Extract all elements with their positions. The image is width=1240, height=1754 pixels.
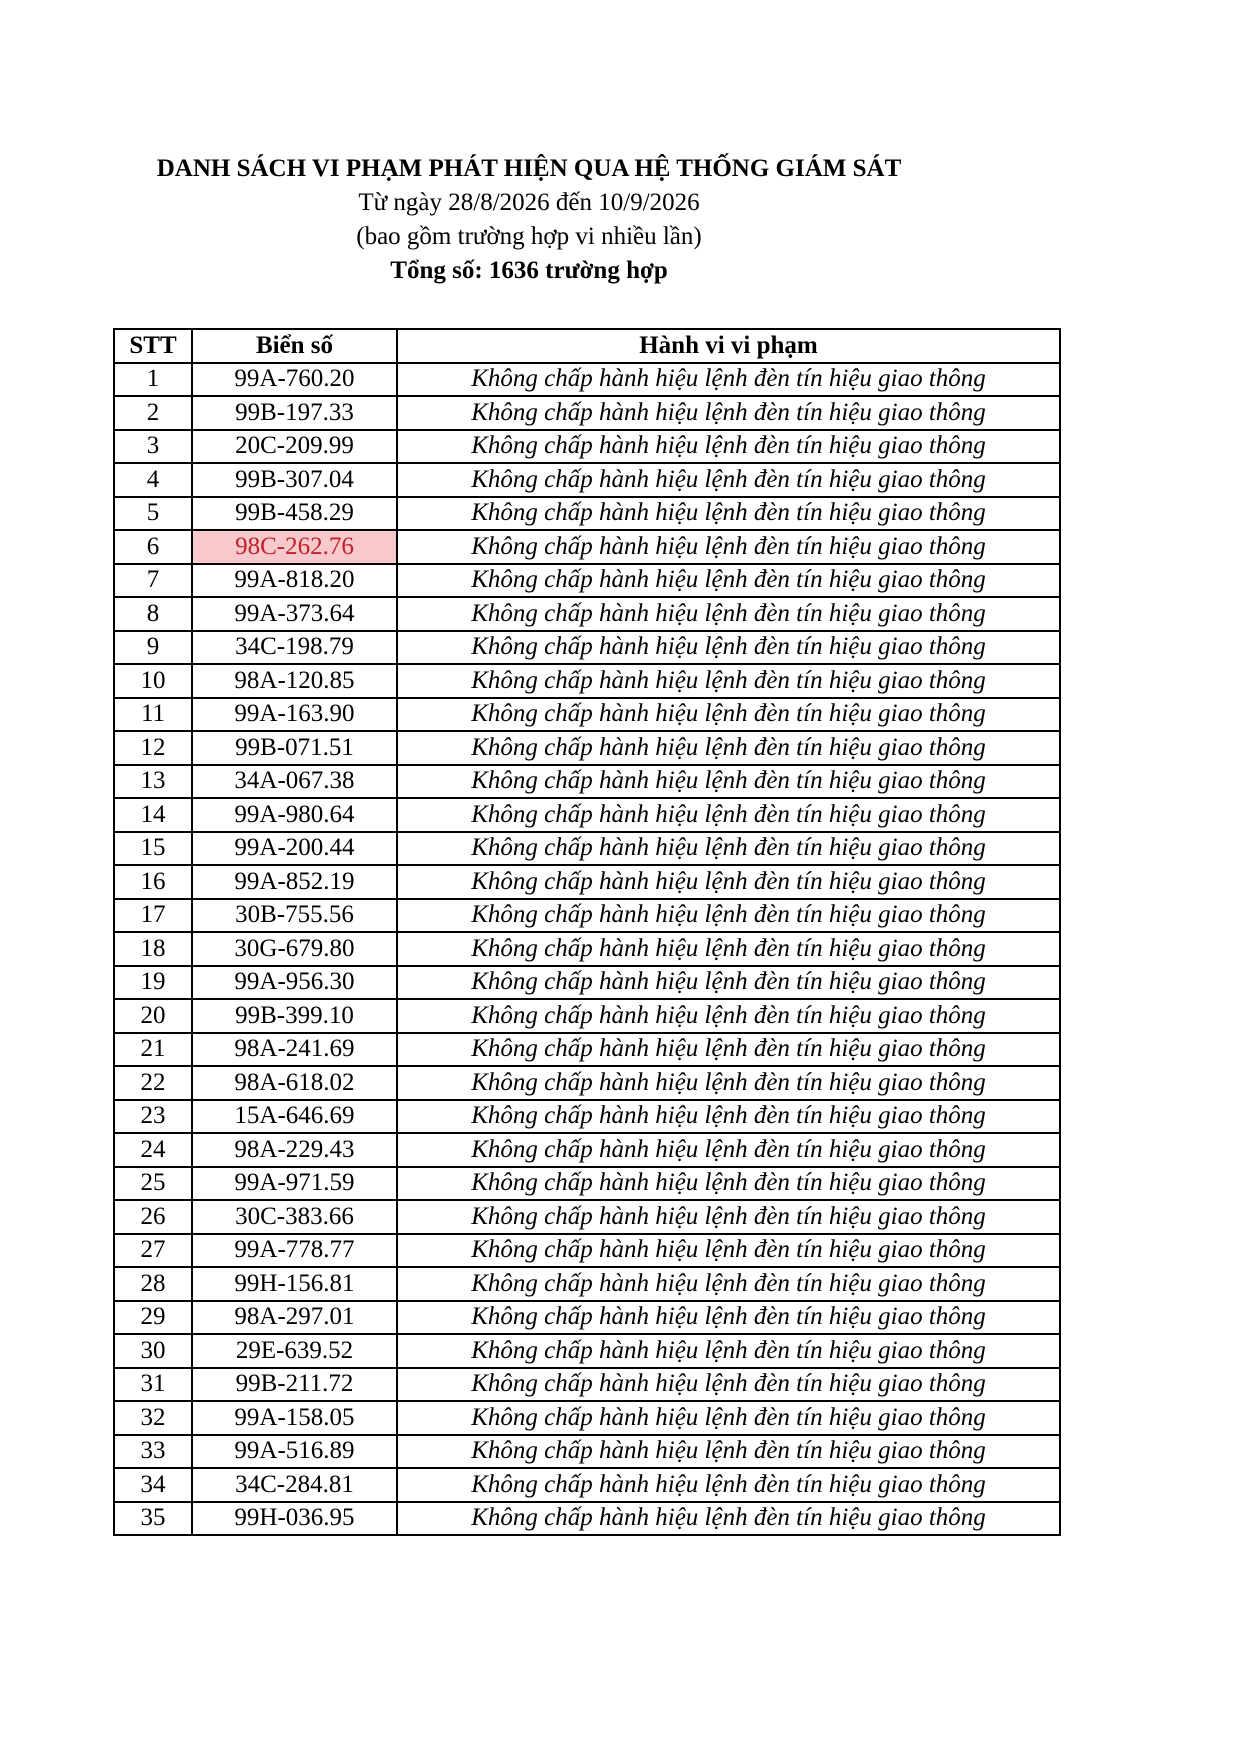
behavior-cell: Không chấp hành hiệu lệnh đèn tín hiệu giao thông <box>397 497 1060 531</box>
behavior-cell: Không chấp hành hiệu lệnh đèn tín hiệu giao thông <box>397 865 1060 899</box>
table-row <box>114 1301 1060 1335</box>
total-count: Tổng số: 1636 trường hợp <box>390 257 668 284</box>
table-row <box>114 631 1060 665</box>
behavior-cell: Không chấp hành hiệu lệnh đèn tín hiệu giao thông <box>397 1200 1060 1234</box>
table-row <box>114 1401 1060 1435</box>
plate-cell: 99B-399.10 <box>192 999 397 1033</box>
stt-cell: 14 <box>114 798 192 832</box>
table-row <box>114 463 1060 497</box>
column-header-stt: STT <box>114 329 192 363</box>
behavior-cell: Không chấp hành hiệu lệnh đèn tín hiệu giao thông <box>397 1468 1060 1502</box>
table-row <box>114 865 1060 899</box>
table-row <box>114 1100 1060 1134</box>
behavior-cell: Không chấp hành hiệu lệnh đèn tín hiệu giao thông <box>397 631 1060 665</box>
behavior-cell: Không chấp hành hiệu lệnh đèn tín hiệu giao thông <box>397 698 1060 732</box>
table-row <box>114 1334 1060 1368</box>
behavior-cell: Không chấp hành hiệu lệnh đèn tín hiệu giao thông <box>397 1267 1060 1301</box>
stt-cell: 12 <box>114 731 192 765</box>
behavior-cell: Không chấp hành hiệu lệnh đèn tín hiệu giao thông <box>397 1033 1060 1067</box>
stt-cell: 2 <box>114 396 192 430</box>
stt-cell: 18 <box>114 932 192 966</box>
stt-cell: 8 <box>114 597 192 631</box>
behavior-cell: Không chấp hành hiệu lệnh đèn tín hiệu giao thông <box>397 1066 1060 1100</box>
stt-cell: 3 <box>114 430 192 464</box>
table-row <box>114 1468 1060 1502</box>
document-title: DANH SÁCH VI PHẠM PHÁT HIỆN QUA HỆ THỐNG GIÁM SÁT <box>156 155 902 182</box>
stt-cell: 11 <box>114 698 192 732</box>
column-header-behavior: Hành vi vi phạm <box>397 329 1060 363</box>
behavior-cell: Không chấp hành hiệu lệnh đèn tín hiệu giao thông <box>397 1167 1060 1201</box>
stt-cell: 4 <box>114 463 192 497</box>
table-row <box>114 832 1060 866</box>
table-row <box>114 999 1060 1033</box>
table-row <box>114 664 1060 698</box>
plate-cell: 99H-036.95 <box>192 1502 397 1536</box>
stt-cell: 29 <box>114 1301 192 1335</box>
plate-cell: 99A-373.64 <box>192 597 397 631</box>
stt-cell: 10 <box>114 664 192 698</box>
stt-cell: 32 <box>114 1401 192 1435</box>
behavior-cell: Không chấp hành hiệu lệnh đèn tín hiệu giao thông <box>397 396 1060 430</box>
violations-table <box>113 328 1061 1536</box>
stt-cell: 7 <box>114 564 192 598</box>
stt-cell: 15 <box>114 832 192 866</box>
table-row <box>114 1368 1060 1402</box>
plate-cell: 99H-156.81 <box>192 1267 397 1301</box>
document-header <box>0 152 1058 288</box>
plate-cell: 99A-200.44 <box>192 832 397 866</box>
plate-cell: 34A-067.38 <box>192 765 397 799</box>
stt-cell: 17 <box>114 899 192 933</box>
behavior-cell: Không chấp hành hiệu lệnh đèn tín hiệu giao thông <box>397 597 1060 631</box>
table-row <box>114 1033 1060 1067</box>
plate-cell: 30B-755.56 <box>192 899 397 933</box>
table-row <box>114 966 1060 1000</box>
plate-cell: 34C-284.81 <box>192 1468 397 1502</box>
behavior-cell: Không chấp hành hiệu lệnh đèn tín hiệu giao thông <box>397 564 1060 598</box>
plate-cell: 99A-956.30 <box>192 966 397 1000</box>
stt-cell: 9 <box>114 631 192 665</box>
stt-cell: 22 <box>114 1066 192 1100</box>
table-body <box>114 363 1060 1536</box>
plate-cell: 99B-071.51 <box>192 731 397 765</box>
plate-cell: 99B-458.29 <box>192 497 397 531</box>
table-row <box>114 497 1060 531</box>
table-row <box>114 698 1060 732</box>
stt-cell: 24 <box>114 1133 192 1167</box>
stt-cell: 33 <box>114 1435 192 1469</box>
table-row <box>114 1234 1060 1268</box>
table-row <box>114 1167 1060 1201</box>
behavior-cell: Không chấp hành hiệu lệnh đèn tín hiệu giao thông <box>397 932 1060 966</box>
plate-cell: 99B-211.72 <box>192 1368 397 1402</box>
table-row <box>114 430 1060 464</box>
behavior-cell: Không chấp hành hiệu lệnh đèn tín hiệu giao thông <box>397 363 1060 397</box>
table-row <box>114 1267 1060 1301</box>
behavior-cell: Không chấp hành hiệu lệnh đèn tín hiệu giao thông <box>397 430 1060 464</box>
plate-cell: 98A-618.02 <box>192 1066 397 1100</box>
stt-cell: 21 <box>114 1033 192 1067</box>
table-row <box>114 899 1060 933</box>
behavior-cell: Không chấp hành hiệu lệnh đèn tín hiệu giao thông <box>397 1133 1060 1167</box>
stt-cell: 5 <box>114 497 192 531</box>
stt-cell: 34 <box>114 1468 192 1502</box>
plate-cell: 99A-760.20 <box>192 363 397 397</box>
plate-cell: 99A-852.19 <box>192 865 397 899</box>
table-row <box>114 932 1060 966</box>
stt-cell: 30 <box>114 1334 192 1368</box>
plate-cell: 99A-971.59 <box>192 1167 397 1201</box>
table-row <box>114 396 1060 430</box>
plate-cell: 29E-639.52 <box>192 1334 397 1368</box>
behavior-cell: Không chấp hành hiệu lệnh đèn tín hiệu giao thông <box>397 664 1060 698</box>
behavior-cell: Không chấp hành hiệu lệnh đèn tín hiệu giao thông <box>397 832 1060 866</box>
plate-cell: 99B-307.04 <box>192 463 397 497</box>
plate-cell: 98A-297.01 <box>192 1301 397 1335</box>
stt-cell: 13 <box>114 765 192 799</box>
behavior-cell: Không chấp hành hiệu lệnh đèn tín hiệu giao thông <box>397 1100 1060 1134</box>
table-row <box>114 564 1060 598</box>
table-row <box>114 765 1060 799</box>
table-row <box>114 1200 1060 1234</box>
plate-cell: 99B-197.33 <box>192 396 397 430</box>
behavior-cell: Không chấp hành hiệu lệnh đèn tín hiệu giao thông <box>397 1401 1060 1435</box>
column-header-plate: Biển số <box>192 329 397 363</box>
stt-cell: 23 <box>114 1100 192 1134</box>
behavior-cell: Không chấp hành hiệu lệnh đèn tín hiệu giao thông <box>397 530 1060 564</box>
behavior-cell: Không chấp hành hiệu lệnh đèn tín hiệu giao thông <box>397 765 1060 799</box>
stt-cell: 25 <box>114 1167 192 1201</box>
table-row <box>114 597 1060 631</box>
stt-cell: 31 <box>114 1368 192 1402</box>
behavior-cell: Không chấp hành hiệu lệnh đèn tín hiệu giao thông <box>397 1502 1060 1536</box>
behavior-cell: Không chấp hành hiệu lệnh đèn tín hiệu giao thông <box>397 966 1060 1000</box>
behavior-cell: Không chấp hành hiệu lệnh đèn tín hiệu giao thông <box>397 1334 1060 1368</box>
stt-cell: 16 <box>114 865 192 899</box>
plate-cell: 98C-262.76 <box>192 530 397 564</box>
stt-cell: 27 <box>114 1234 192 1268</box>
plate-cell: 99A-818.20 <box>192 564 397 598</box>
table-row <box>114 798 1060 832</box>
behavior-cell: Không chấp hành hiệu lệnh đèn tín hiệu giao thông <box>397 1368 1060 1402</box>
plate-cell: 99A-163.90 <box>192 698 397 732</box>
stt-cell: 19 <box>114 966 192 1000</box>
date-range: Từ ngày 28/8/2026 đến 10/9/2026 <box>358 189 700 216</box>
plate-cell: 20C-209.99 <box>192 430 397 464</box>
behavior-cell: Không chấp hành hiệu lệnh đèn tín hiệu giao thông <box>397 1234 1060 1268</box>
note: (bao gồm trường hợp vi nhiều lần) <box>356 223 702 250</box>
behavior-cell: Không chấp hành hiệu lệnh đèn tín hiệu giao thông <box>397 1435 1060 1469</box>
stt-cell: 1 <box>114 363 192 397</box>
table-header-row <box>114 329 1060 363</box>
plate-cell: 99A-516.89 <box>192 1435 397 1469</box>
stt-cell: 35 <box>114 1502 192 1536</box>
table-row <box>114 731 1060 765</box>
plate-cell: 30G-679.80 <box>192 932 397 966</box>
table-row <box>114 1502 1060 1536</box>
behavior-cell: Không chấp hành hiệu lệnh đèn tín hiệu giao thông <box>397 731 1060 765</box>
plate-cell: 99A-158.05 <box>192 1401 397 1435</box>
behavior-cell: Không chấp hành hiệu lệnh đèn tín hiệu giao thông <box>397 999 1060 1033</box>
behavior-cell: Không chấp hành hiệu lệnh đèn tín hiệu giao thông <box>397 798 1060 832</box>
plate-cell: 98A-241.69 <box>192 1033 397 1067</box>
plate-cell: 98A-120.85 <box>192 664 397 698</box>
stt-cell: 6 <box>114 530 192 564</box>
plate-cell: 34C-198.79 <box>192 631 397 665</box>
table-row <box>114 1133 1060 1167</box>
table-row <box>114 1066 1060 1100</box>
stt-cell: 20 <box>114 999 192 1033</box>
plate-cell: 30C-383.66 <box>192 1200 397 1234</box>
plate-cell: 15A-646.69 <box>192 1100 397 1134</box>
stt-cell: 26 <box>114 1200 192 1234</box>
plate-cell: 98A-229.43 <box>192 1133 397 1167</box>
behavior-cell: Không chấp hành hiệu lệnh đèn tín hiệu giao thông <box>397 899 1060 933</box>
behavior-cell: Không chấp hành hiệu lệnh đèn tín hiệu giao thông <box>397 463 1060 497</box>
table-row <box>114 530 1060 564</box>
stt-cell: 28 <box>114 1267 192 1301</box>
table-row <box>114 363 1060 397</box>
behavior-cell: Không chấp hành hiệu lệnh đèn tín hiệu giao thông <box>397 1301 1060 1335</box>
plate-cell: 99A-778.77 <box>192 1234 397 1268</box>
table-row <box>114 1435 1060 1469</box>
plate-cell: 99A-980.64 <box>192 798 397 832</box>
